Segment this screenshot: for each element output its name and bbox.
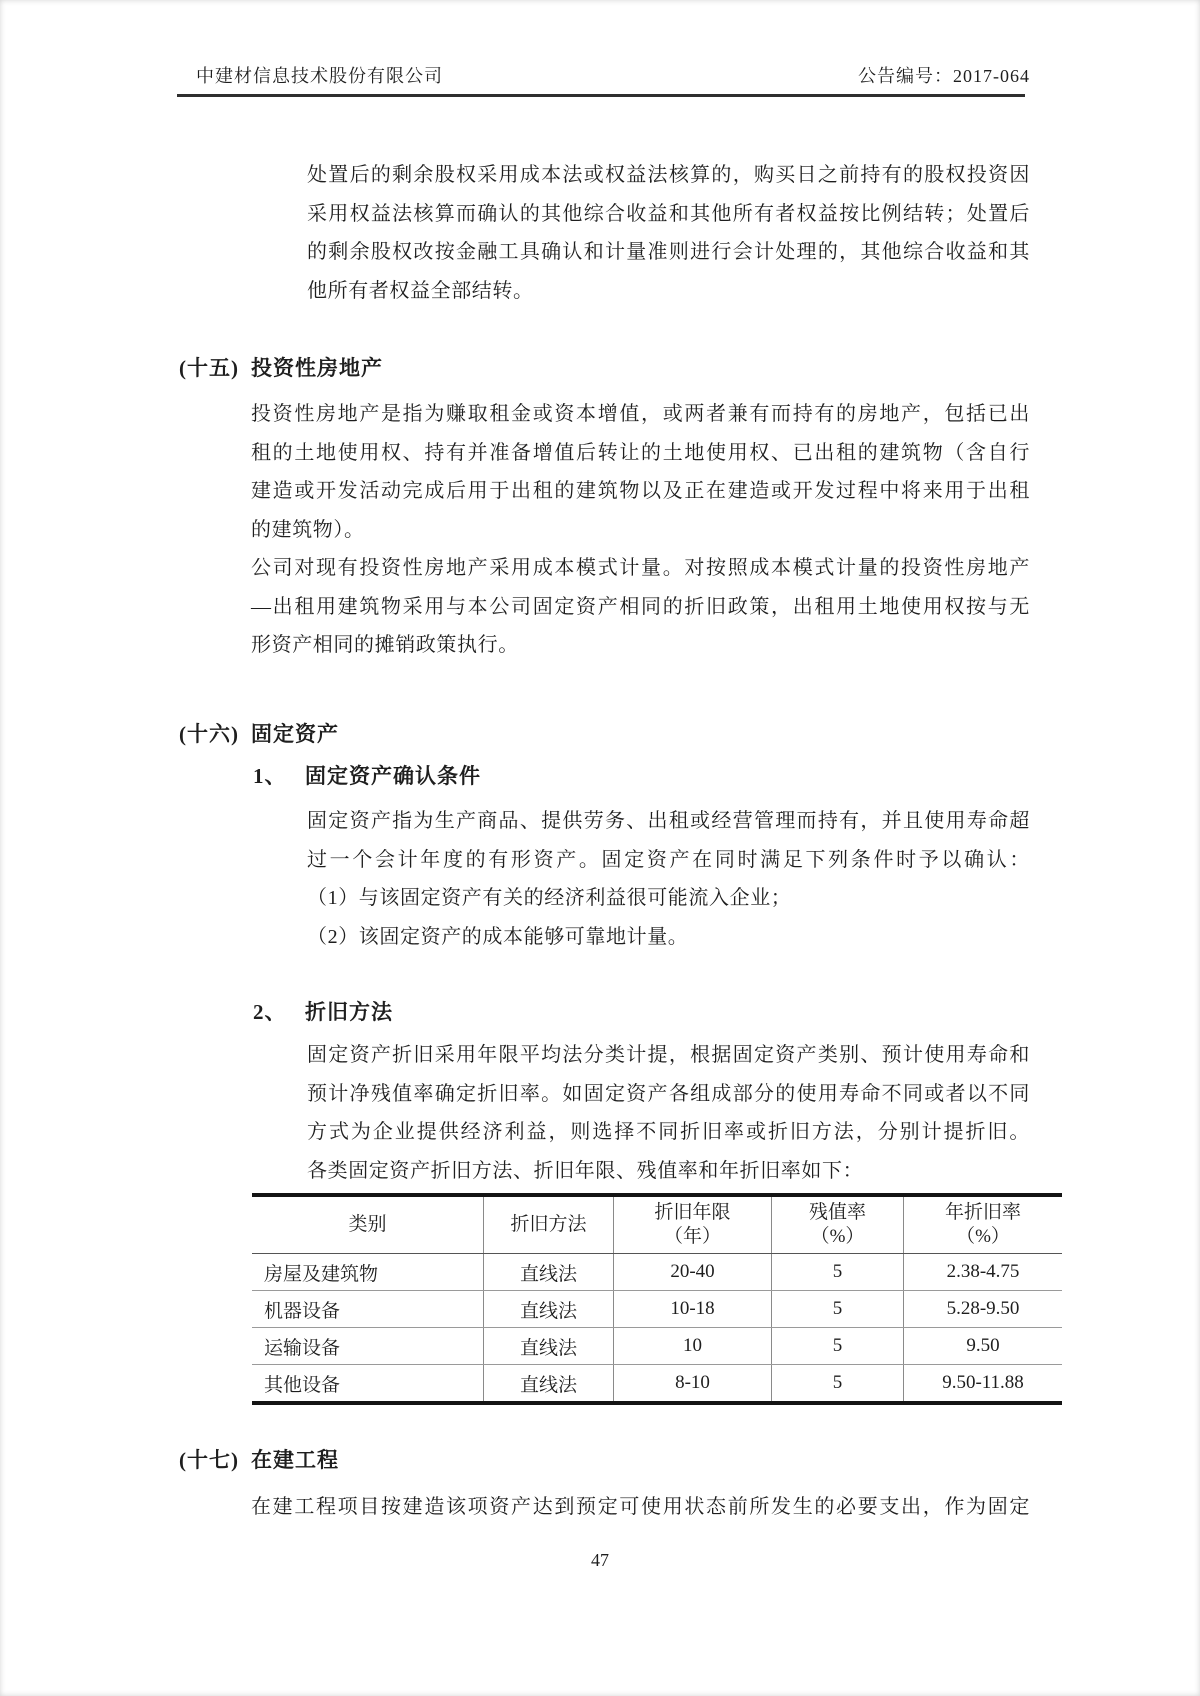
paragraph-line: 投资性房地产是指为赚取租金或资本增值，或两者兼有而持有的房地产，包括已出 [251, 403, 1030, 425]
section-15-heading [0, 352, 1200, 382]
section-17-number: (十七) [179, 1448, 239, 1472]
section-15-paragraph-2 [251, 549, 1030, 665]
column-header-method: 折旧方法 [483, 1197, 613, 1253]
cell-method: 直线法 [483, 1365, 613, 1401]
notice-number: 公告编号：2017-064 [858, 66, 1030, 86]
paragraph-line: 租的土地使用权、持有并准备增值后转让的土地使用权、已出租的建筑物（含自行 [251, 441, 1030, 464]
column-header-category: 类别 [348, 1214, 387, 1235]
cell-method: 直线法 [483, 1291, 613, 1327]
paragraph-line: 他所有者权益全部结转。 [307, 279, 534, 302]
cell-category: 房屋及建筑物 [264, 1263, 379, 1285]
subsection-1-heading [0, 760, 1200, 790]
cell-annual-rate: 2.38-4.75 [903, 1254, 1062, 1290]
subsection-2-heading [0, 996, 1200, 1026]
subsection-2-body [307, 1036, 1030, 1190]
paragraph-line: 固定资产折旧采用年限平均法分类计提，根据固定资产类别、预计使用寿命和 [307, 1044, 1030, 1066]
cell-residual: 5 [771, 1328, 903, 1364]
section-15-paragraph-1 [251, 395, 1030, 549]
section-16-heading [0, 718, 1200, 748]
cell-residual: 5 [771, 1254, 903, 1290]
cell-annual-rate: 9.50 [903, 1328, 1062, 1364]
subsection-2-title: 折旧方法 [305, 1000, 393, 1024]
cell-annual-rate: 5.28-9.50 [903, 1291, 1062, 1327]
table-header-row [252, 1197, 1062, 1254]
section-15-number: (十五) [179, 356, 239, 380]
section-16-number: (十六) [179, 722, 239, 746]
paragraph-line: 形资产相同的摊销政策执行。 [251, 634, 519, 656]
table-row [252, 1365, 1062, 1401]
page-header [196, 62, 1030, 88]
paragraph-line: 固定资产指为生产商品、提供劳务、出租或经营管理而持有，并且使用寿命超 [307, 810, 1030, 832]
cell-category: 机器设备 [264, 1300, 341, 1322]
paragraph-line: 在建工程项目按建造该项资产达到预定可使用状态前所发生的必要支出，作为固定 [251, 1496, 1030, 1518]
depreciation-table [252, 1193, 1062, 1405]
list-item: （1）与该固定资产有关的经济利益很可能流入企业； [307, 887, 792, 909]
table-row [252, 1254, 1062, 1291]
cell-residual: 5 [771, 1291, 903, 1327]
subsection-2-number: 2、 [253, 1000, 287, 1024]
section-17-heading [0, 1444, 1200, 1474]
cell-years: 10-18 [613, 1291, 771, 1327]
column-header-years: 折旧年限 （年） [613, 1197, 771, 1253]
paragraph-line: 的建筑物）。 [251, 518, 365, 541]
paragraph-line: 方式为企业提供经济利益，则选择不同折旧率或折旧方法，分别计提折旧。 [307, 1121, 1030, 1143]
section-16-title: 固定资产 [251, 722, 339, 746]
page-number: 47 [591, 1550, 609, 1570]
carryover-paragraph [307, 156, 1030, 310]
list-item: （2）该固定资产的成本能够可靠地计量。 [307, 925, 689, 948]
cell-category: 其他设备 [264, 1374, 341, 1396]
column-header-annual-rate: 年折旧率 （%） [903, 1197, 1062, 1253]
subsection-1-body [307, 802, 1030, 956]
paragraph-line: 处置后的剩余股权采用成本法或权益法核算的，购买日之前持有的股权投资因 [307, 164, 1030, 186]
paragraph-line: 采用权益法核算而确认的其他综合收益和其他所有者权益按比例结转；处置后 [307, 202, 1030, 225]
subsection-1-number: 1、 [253, 764, 287, 788]
cell-years: 8-10 [613, 1365, 771, 1401]
cell-residual: 5 [771, 1365, 903, 1401]
cell-years: 20-40 [613, 1254, 771, 1290]
section-15-title: 投资性房地产 [251, 356, 383, 380]
paragraph-line: —出租用建筑物采用与本公司固定资产相同的折旧政策，出租用土地使用权按与无 [251, 595, 1030, 618]
paragraph-line: 过一个会计年度的有形资产。固定资产在同时满足下列条件时予以确认： [307, 848, 1030, 871]
paragraph-line: 各类固定资产折旧方法、折旧年限、残值率和年折旧率如下： [307, 1159, 864, 1182]
cell-category: 运输设备 [264, 1337, 341, 1359]
subsection-1-title: 固定资产确认条件 [305, 764, 481, 788]
paragraph-line: 公司对现有投资性房地产采用成本模式计量。对按照成本模式计量的投资性房地产 [251, 557, 1030, 579]
cell-method: 直线法 [483, 1328, 613, 1364]
cell-annual-rate: 9.50-11.88 [903, 1365, 1062, 1401]
paragraph-line: 的剩余股权改按金融工具确认和计量准则进行会计处理的，其他综合收益和其 [307, 241, 1030, 263]
header-rule [177, 94, 1025, 97]
paragraph-line: 预计净残值率确定折旧率。如固定资产各组成部分的使用寿命不同或者以不同 [307, 1082, 1030, 1105]
cell-years: 10 [613, 1328, 771, 1364]
cell-method: 直线法 [483, 1254, 613, 1290]
section-17-title: 在建工程 [251, 1448, 339, 1472]
table-row [252, 1328, 1062, 1365]
company-name: 中建材信息技术股份有限公司 [196, 66, 443, 86]
section-17-paragraph [251, 1488, 1030, 1527]
paragraph-line: 建造或开发活动完成后用于出租的建筑物以及正在建造或开发过程中将来用于出租 [251, 480, 1030, 502]
table-row [252, 1291, 1062, 1328]
column-header-residual: 残值率 （%） [771, 1197, 903, 1253]
